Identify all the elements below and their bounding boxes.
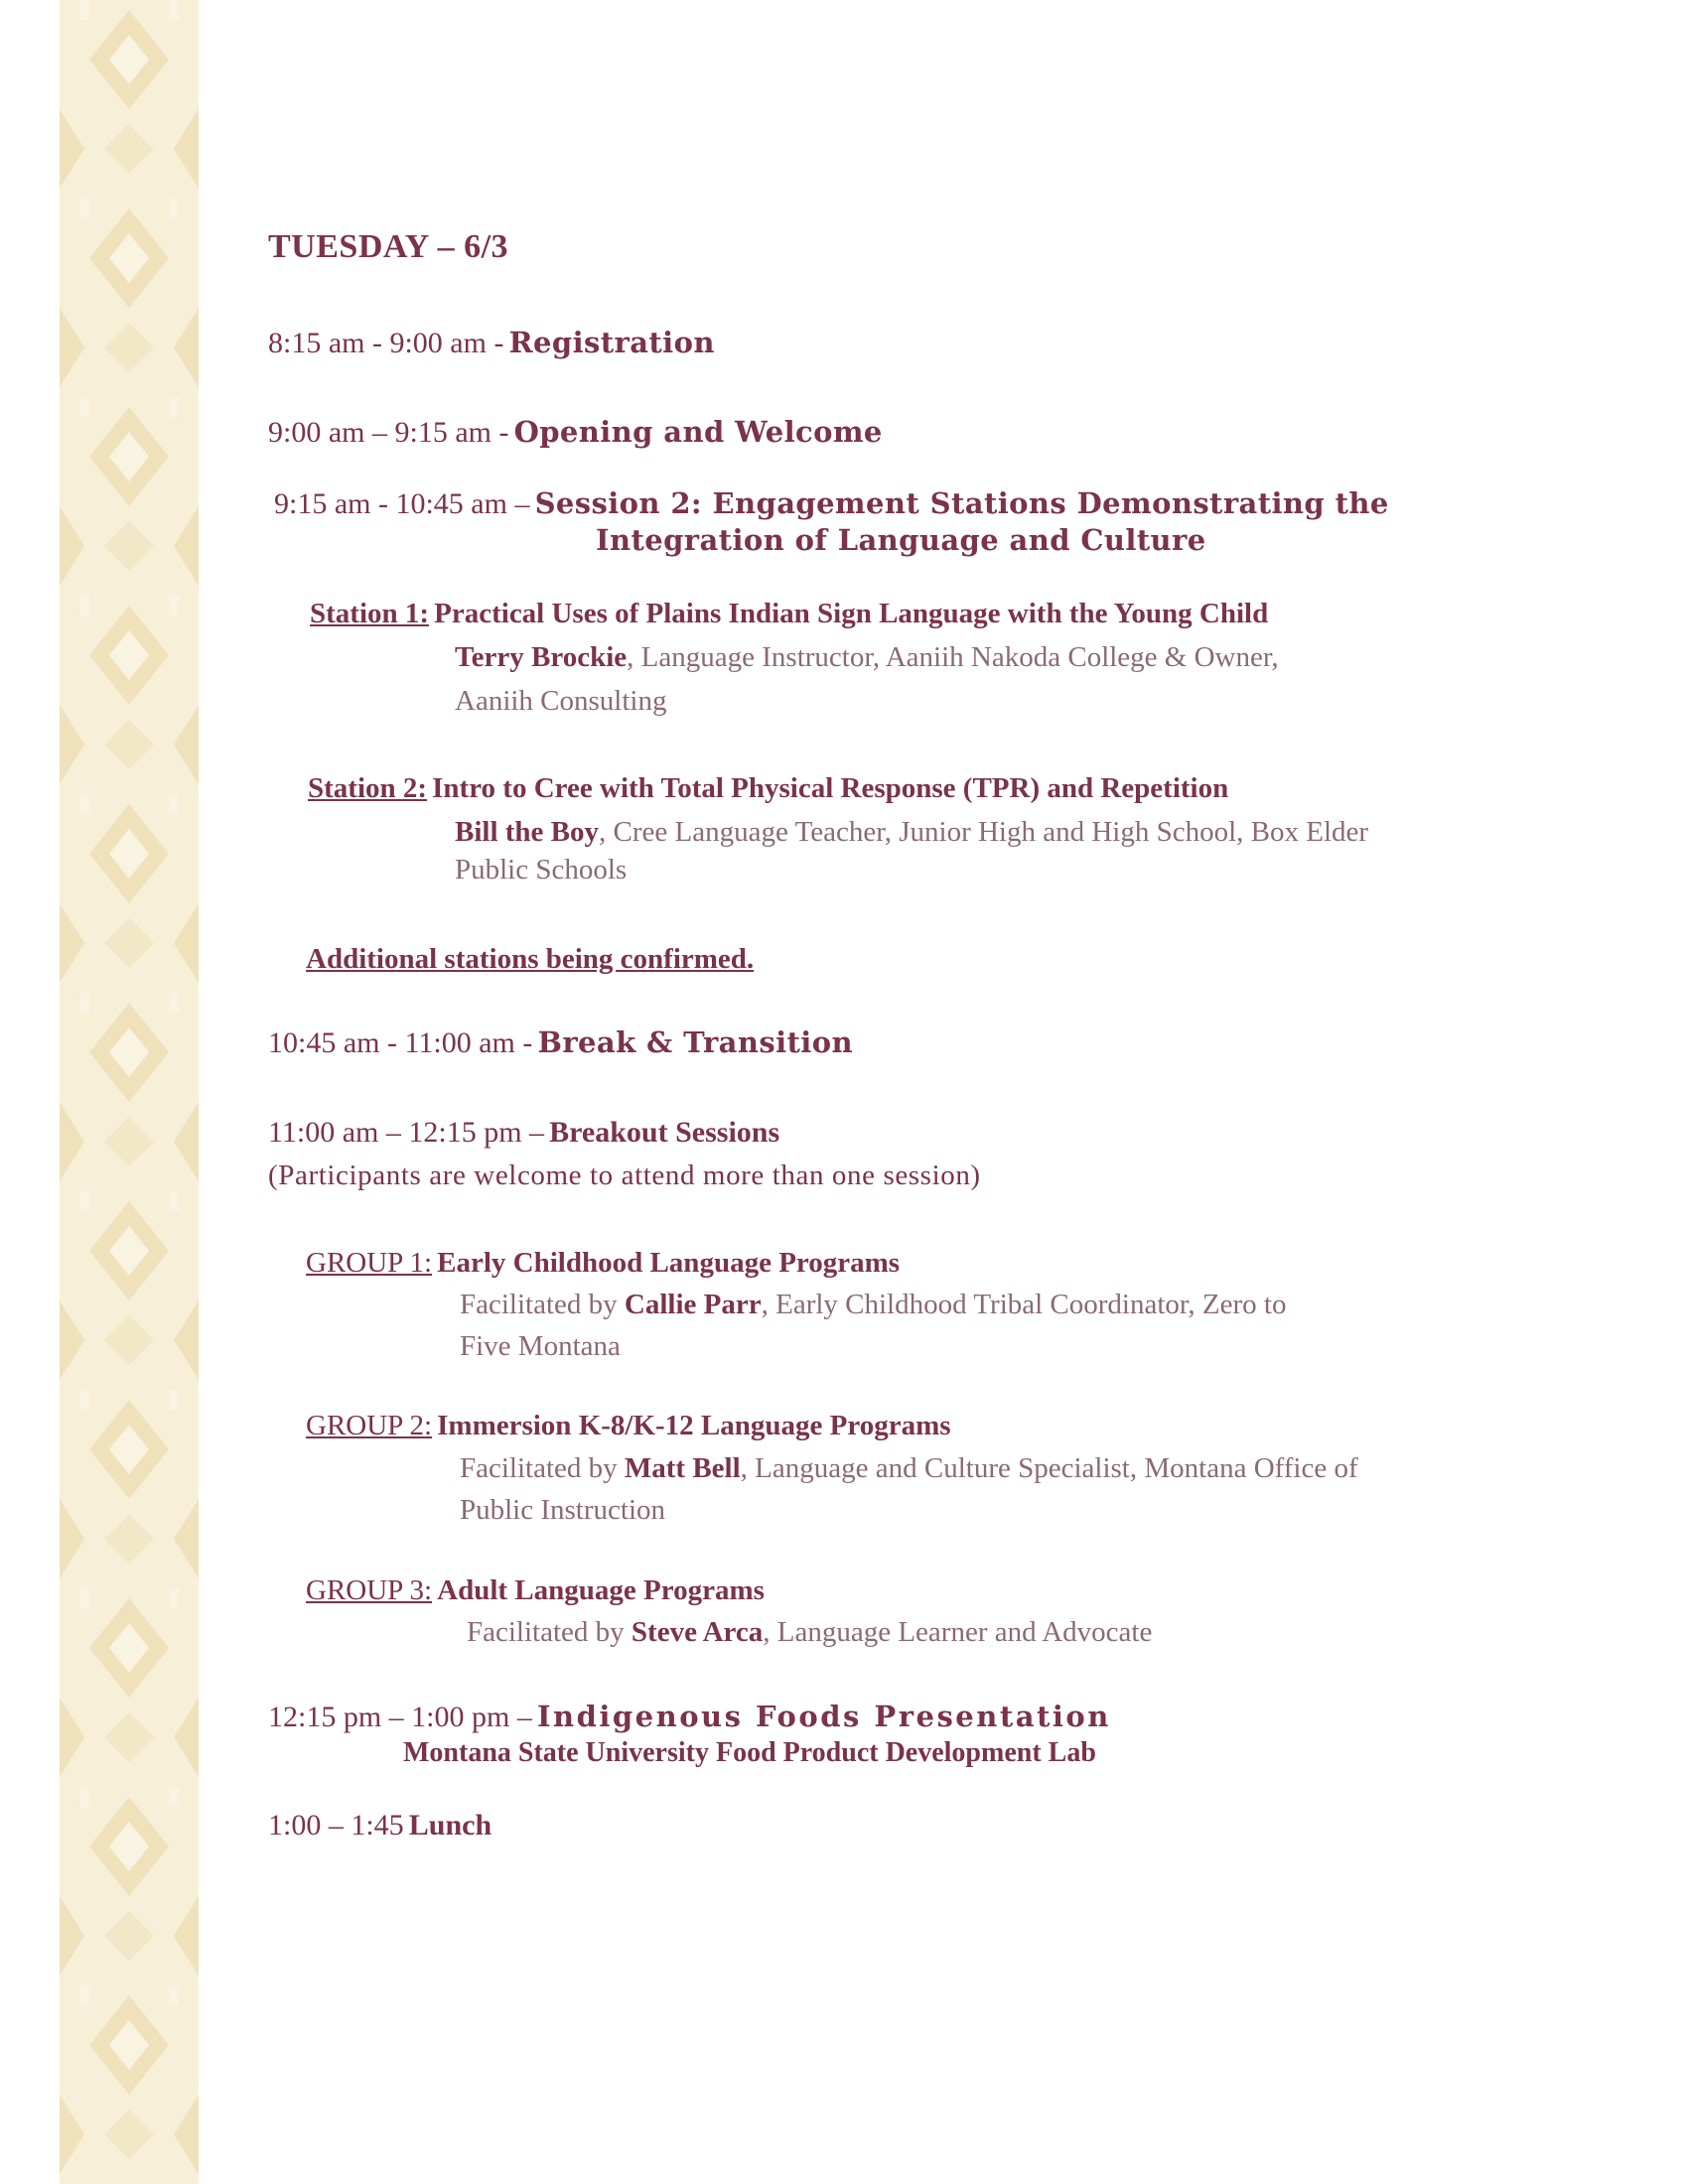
group-2-title: Immersion K-8/K-12 Language Programs	[437, 1410, 951, 1441]
station-2-label: Station 2:	[308, 772, 428, 804]
session2-row	[274, 486, 1389, 521]
session2-title-line2: Integration of Language and Culture	[596, 523, 1206, 557]
session2-time: 9:15 am - 10:45 am –	[274, 487, 530, 520]
group-1-desc-line1: , Early Childhood Tribal Coordinator, Zero to	[761, 1289, 1287, 1320]
lunch-title: Lunch	[408, 1809, 492, 1842]
group-1-prefix: Facilitated by	[460, 1289, 618, 1320]
station-1-presenter: Terry Brockie	[455, 641, 628, 673]
group-3-facilitator-line	[467, 1616, 1152, 1649]
group-3-facilitator: Steve Arca	[631, 1616, 764, 1648]
group-3-desc-line1: , Language Learner and Advocate	[763, 1616, 1153, 1648]
foods-time: 12:15 pm – 1:00 pm –	[268, 1701, 532, 1733]
station-2-presenter-line	[455, 816, 1368, 849]
group-3-label: GROUP 3:	[306, 1574, 433, 1606]
opening-time: 9:00 am – 9:15 am -	[268, 416, 509, 449]
breakout-title: Breakout Sessions	[549, 1116, 780, 1149]
station-1-desc-line1: , Language Instructor, Aaniih Nakoda College & Owner,	[627, 641, 1279, 673]
station-1-presenter-line	[455, 641, 1279, 674]
foods-title: Indigenous Foods Presentation	[536, 1700, 1111, 1733]
breakout-time: 11:00 am – 12:15 pm –	[268, 1116, 545, 1149]
group-2	[306, 1410, 951, 1442]
station-2	[308, 772, 1228, 805]
breakout-row	[268, 1116, 779, 1150]
station-1-desc-line2: Aaniih Consulting	[455, 685, 667, 717]
group-1	[306, 1247, 900, 1280]
group-1-desc-line2: Five Montana	[460, 1330, 621, 1362]
station-1	[310, 598, 1268, 630]
station-2-desc-line2: Public Schools	[455, 854, 628, 886]
group-2-facilitator-line	[460, 1452, 1358, 1485]
station-2-desc-line1: , Cree Language Teacher, Junior High and High School, Box Elder	[599, 816, 1369, 848]
group-2-desc-line2: Public Instruction	[460, 1494, 666, 1526]
breakout-note: (Participants are welcome to attend more than one session)	[268, 1160, 981, 1191]
station-1-title: Practical Uses of Plains Indian Sign Language with the Young Child	[434, 598, 1269, 629]
break-title: Break & Transition	[537, 1025, 853, 1059]
break-row	[268, 1025, 853, 1060]
registration-row	[268, 326, 715, 360]
group-2-desc-line1: , Language and Culture Specialist, Montana Office of	[740, 1452, 1358, 1484]
group-2-prefix: Facilitated by	[460, 1452, 618, 1484]
session2-title-line1: Session 2: Engagement Stations Demonstrating the	[534, 486, 1389, 520]
station-2-title: Intro to Cree with Total Physical Response (TPR) and Repetition	[432, 772, 1229, 804]
group-1-facilitator-line	[460, 1289, 1286, 1321]
opening-row	[268, 415, 883, 450]
opening-title: Opening and Welcome	[513, 415, 883, 449]
lunch-time: 1:00 – 1:45	[268, 1809, 404, 1842]
lunch-row	[268, 1809, 492, 1843]
registration-time: 8:15 am - 9:00 am -	[268, 327, 504, 359]
group-3	[306, 1574, 765, 1607]
foods-row	[268, 1700, 1111, 1734]
break-time: 10:45 am - 11:00 am -	[268, 1026, 533, 1059]
group-1-title: Early Childhood Language Programs	[437, 1247, 901, 1279]
registration-title: Registration	[508, 326, 715, 359]
foods-subtitle: Montana State University Food Product Development Lab	[403, 1737, 1096, 1768]
group-1-facilitator: Callie Parr	[624, 1289, 762, 1320]
group-3-prefix: Facilitated by	[467, 1616, 625, 1648]
group-1-label: GROUP 1:	[306, 1247, 433, 1279]
group-2-facilitator: Matt Bell	[624, 1452, 741, 1484]
station-1-label: Station 1:	[310, 598, 430, 629]
group-3-title: Adult Language Programs	[437, 1574, 765, 1606]
additional-stations-note: Additional stations being confirmed.	[306, 943, 755, 975]
group-2-label: GROUP 2:	[306, 1410, 433, 1441]
day-heading: TUESDAY – 6/3	[268, 228, 509, 265]
station-2-presenter: Bill the Boy	[455, 816, 600, 848]
